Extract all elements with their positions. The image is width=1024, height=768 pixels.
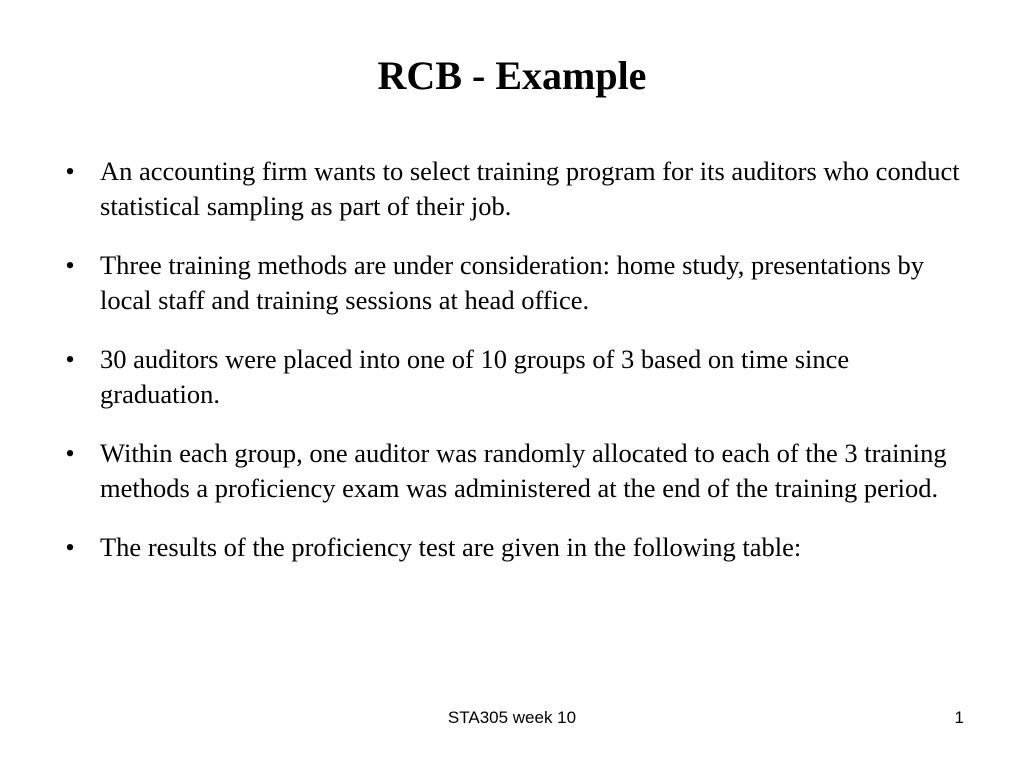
bullet-dot-icon: • <box>65 156 75 186</box>
footer-course-label: STA305 week 10 <box>447 708 577 727</box>
bullet-text: 30 auditors were placed into one of 10 groups of 3 based on time since graduation. <box>100 344 850 409</box>
bullet-item <box>60 154 960 224</box>
bullet-dot-icon: • <box>65 438 75 468</box>
bullet-dot-icon: • <box>65 532 75 562</box>
footer-page-number: 1 <box>954 708 964 727</box>
bullet-item <box>60 530 960 565</box>
bullet-text: Three training methods are under consideration: home study, presentations by local staff and training sessions at head office. <box>100 250 924 315</box>
bullet-list <box>60 154 960 589</box>
bullet-text: Within each group, one auditor was randomly allocated to each of the 3 training methods a proficiency exam was administered at the end of the training period. <box>100 438 947 503</box>
bullet-item <box>60 436 960 506</box>
bullet-text: An accounting firm wants to select training program for its auditors who conduct statistical sampling as part of their job. <box>100 156 960 221</box>
bullet-text: The results of the proficiency test are given in the following table: <box>100 532 802 562</box>
bullet-item <box>60 342 960 412</box>
bullet-dot-icon: • <box>65 250 75 280</box>
bullet-dot-icon: • <box>65 344 75 374</box>
bullet-item <box>60 248 960 318</box>
slide-title: RCB - Example <box>377 53 647 98</box>
